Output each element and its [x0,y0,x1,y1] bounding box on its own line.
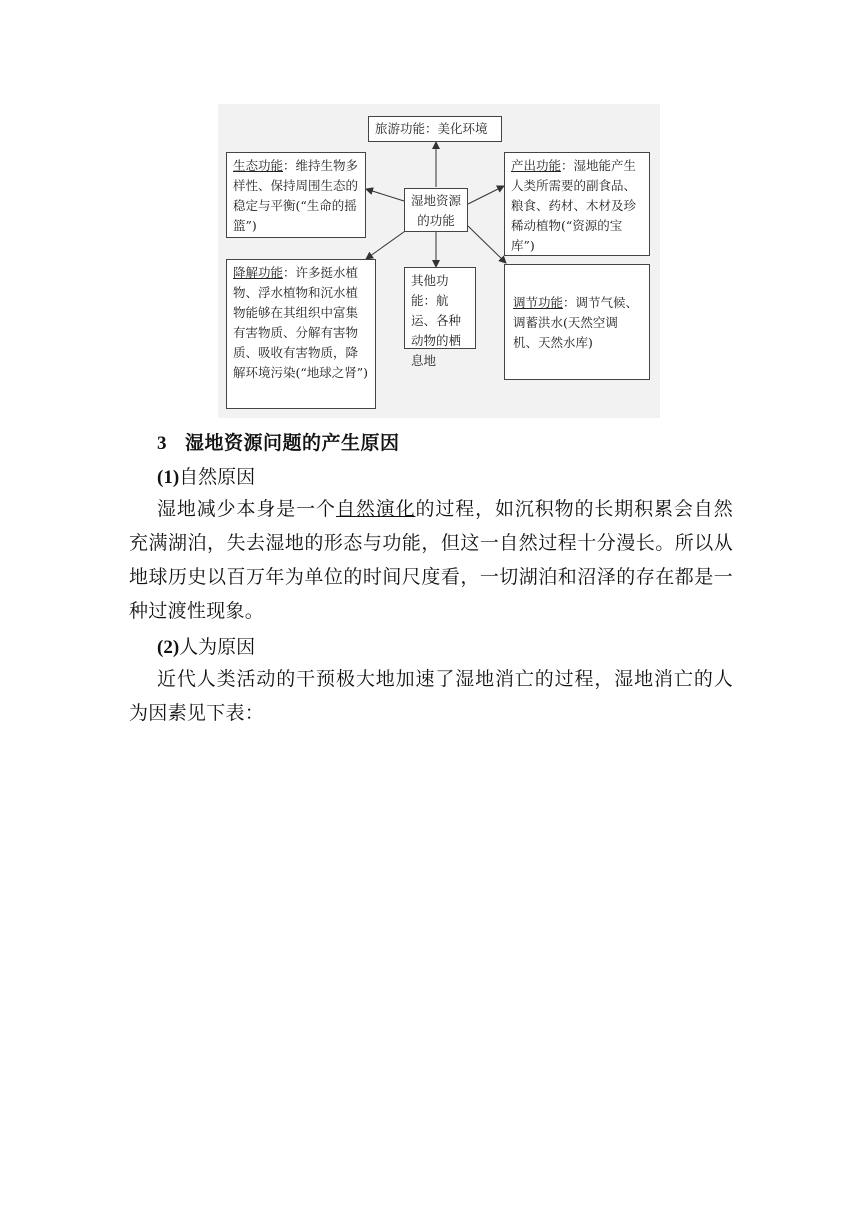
section-heading [157,428,400,455]
center-label: 湿地资源的功能 [410,193,461,228]
arrow-to-degradation [366,229,408,259]
natural-para-before: 湿地减少本身是一个 [157,498,336,520]
tourism-title: 旅游功能 [375,121,426,136]
natural-num: (1) [157,467,180,488]
ecology-box [226,152,366,238]
output-box [504,152,650,256]
degradation-text: ：许多挺水植物、浮水植物和沉水植物能够在其组织中富集有害物质、分解有害物质、吸收有害物质，降解环境污染(“地球之肾”) [233,265,369,380]
tourism-box [368,116,502,142]
arrow-to-regulation [468,226,506,263]
human-label: 人为原因 [179,636,256,658]
wetland-function-diagram [218,104,660,418]
natural-para-underlined: 自然演化 [335,498,416,520]
natural-para-after: 的过程，如沉积物的长期积累会自然充满湖泊，失去湿地的形态与功能，但这一自然过程十分漫长。所以从地球历史以百万年为单位的时间尺度看，一切湖泊和沼泽的存在都是一种过渡性现象。 [129,498,733,622]
ecology-text: ：维持生物多样性、保持周围生态的稳定与平衡(“生命的摇篮”) [233,158,359,233]
natural-label: 自然原因 [179,466,256,488]
degradation-box [226,259,376,409]
section-number: 3 [157,433,167,454]
human-causes-paragraph [129,662,733,730]
ecology-title: 生态功能 [233,158,284,173]
arrow-to-ecology [366,189,404,201]
human-causes-heading [157,632,255,659]
other-box [404,267,476,368]
arrow-to-output [468,186,504,204]
tourism-text: ：美化环境 [425,121,488,136]
regulation-text: ：调节气候、调蓄洪水(天然空调机、天然水库) [513,295,639,350]
center-box [404,188,468,232]
human-num: (2) [157,637,180,658]
natural-causes-paragraph [129,492,733,628]
human-para-text: 近代人类活动的干预极大地加速了湿地消亡的过程，湿地消亡的人为因素见下表： [129,668,733,724]
regulation-title: 调节功能 [513,295,564,310]
other-title: 其他功能 [411,273,449,308]
section-title: 湿地资源问题的产生原因 [185,432,400,454]
output-text: ：湿地能产生人类所需要的副食品、粮食、药材、木材及珍稀动植物(“资源的宝库”) [511,158,637,253]
other-text: ：航运、各种动物的栖息地 [411,293,462,368]
natural-causes-heading [157,462,255,489]
output-title: 产出功能 [511,158,562,173]
regulation-box [504,264,650,380]
degradation-title: 降解功能 [233,265,284,280]
